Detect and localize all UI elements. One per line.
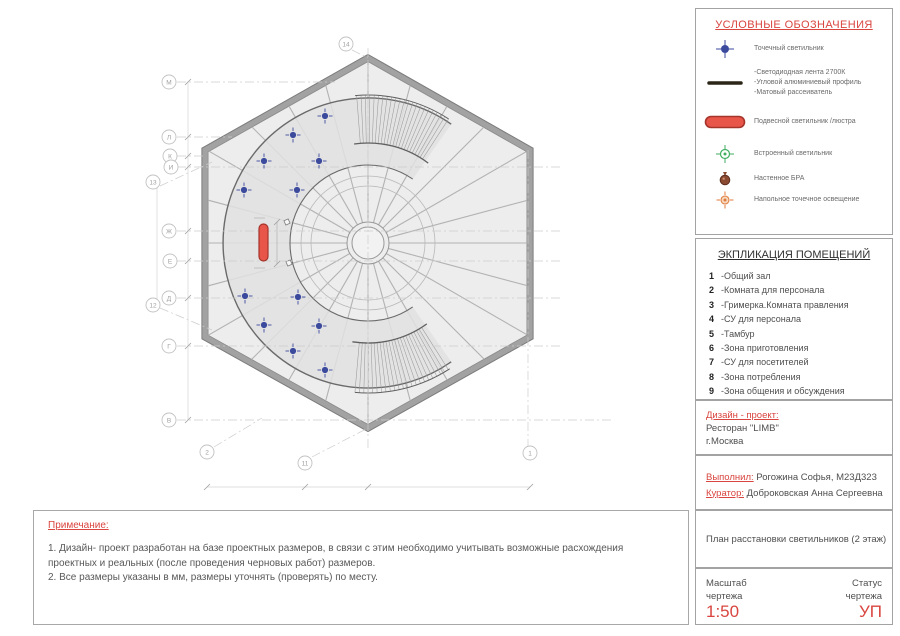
- room-number: 4: [709, 314, 715, 325]
- svg-text:Е: Е: [167, 258, 173, 266]
- led-strip-icon: [696, 79, 754, 87]
- svg-text:2: 2: [205, 449, 209, 457]
- scale-block: [706, 577, 747, 624]
- status-block: [846, 577, 882, 624]
- room-number: 6: [709, 343, 715, 354]
- legend-item-label: -Светодиодная лента 2700К -Угловой алюминиевый профиль -Матовый рассеиватель: [754, 69, 862, 96]
- status-value: УП: [858, 602, 882, 621]
- project-label: Дизайн - проект:: [706, 410, 779, 421]
- legend-item-label: Встроенный светильник: [754, 150, 833, 157]
- author-row: [706, 470, 892, 486]
- explication-panel: [695, 238, 893, 400]
- note-box: [33, 510, 689, 625]
- svg-text:К: К: [168, 153, 172, 161]
- svg-text:Г: Г: [167, 343, 171, 351]
- floor-light-icon: [696, 190, 754, 210]
- svg-text:1: 1: [528, 450, 532, 458]
- grid-marker: [146, 298, 160, 312]
- svg-text:Д: Д: [166, 295, 172, 303]
- svg-text:В: В: [166, 417, 172, 425]
- room-name: -СУ для персонала: [721, 314, 802, 325]
- room-row: [709, 283, 892, 297]
- room-name: -Гримерка.Комната правления: [721, 299, 849, 310]
- project-name: Ресторан "LIMB": [706, 423, 779, 434]
- project-panel: [695, 400, 893, 455]
- room-name: -Зона общения и обсуждения: [721, 386, 845, 397]
- grid-marker: [339, 37, 353, 51]
- svg-text:12: 12: [149, 302, 157, 310]
- legend-panel: [695, 8, 893, 235]
- svg-text:М: М: [166, 79, 172, 87]
- room-name: -Комната для персонала: [721, 285, 825, 296]
- scale-label-2: чертежа: [706, 591, 743, 602]
- room-name: -Зона приготовления: [721, 343, 809, 354]
- legend-item: [696, 39, 892, 59]
- drawing-title-panel: [695, 510, 893, 568]
- grid-marker: [523, 446, 537, 460]
- legend-item-label: Напольное точечное освещение: [754, 196, 860, 203]
- grid-marker: [200, 445, 214, 459]
- svg-text:14: 14: [342, 41, 350, 49]
- grid-marker: [146, 175, 160, 189]
- grid-marker: [163, 254, 177, 268]
- note-line: 1. Дизайн- проект разработан на базе проектных размеров, в связи с этим необходимо учитывать возможные расхождения проектных и реальных (после проведения черновых работ) размеров.: [48, 543, 624, 569]
- room-number: 1: [709, 271, 715, 281]
- legend-item: [696, 191, 892, 209]
- explication-title: ЭКПЛИКАЦИЯ ПОМЕЩЕНИЙ: [717, 249, 871, 261]
- status-label-2: чертежа: [845, 591, 882, 602]
- legend-item: [696, 168, 892, 190]
- grid-marker: [162, 339, 176, 353]
- author-label: Выполнил:: [706, 472, 754, 483]
- legend-item: [696, 145, 892, 163]
- grid-marker: [162, 224, 176, 238]
- room-row: [709, 341, 892, 355]
- room-row: [709, 312, 892, 326]
- curator-label: Куратор:: [706, 487, 744, 499]
- curator-name: Доброковская Анна Сергеевна: [744, 487, 883, 499]
- author-name: Рогожина Софья, М23Д323: [753, 472, 877, 483]
- legend-title: УСЛОВНЫЕ ОБОЗНАЧЕНИЯ: [715, 19, 873, 31]
- legend-item-label: Подвесной светильник /люстра: [754, 118, 856, 125]
- pendant-light-icon: [696, 115, 754, 129]
- project-city: г.Москва: [706, 436, 744, 447]
- grid-marker: [162, 75, 176, 89]
- room-row: [709, 327, 892, 341]
- grid-marker: [162, 413, 176, 427]
- legend-item-label: Точечный светильник: [754, 45, 824, 52]
- room-number: 5: [709, 328, 715, 339]
- point-light-icon: [696, 38, 754, 60]
- room-row: [709, 355, 892, 369]
- room-number: 2: [709, 285, 715, 296]
- grid-marker: [164, 160, 178, 174]
- wall-sconce-icon: [696, 170, 754, 188]
- room-row: [709, 269, 892, 283]
- room-list: [696, 269, 892, 399]
- scale-status-panel: [695, 568, 893, 625]
- recessed-light-icon: [696, 144, 754, 164]
- svg-text:Ж: Ж: [165, 228, 173, 236]
- svg-text:11: 11: [301, 460, 309, 468]
- note-text: [48, 542, 674, 586]
- scale-label-1: Масштаб: [706, 578, 747, 589]
- room-name: -СУ для посетителей: [721, 357, 809, 368]
- drawing-title: План расстановки светильников (2 этаж): [706, 533, 887, 545]
- legend-item: [696, 65, 892, 101]
- room-row: [709, 384, 892, 398]
- svg-text:Л: Л: [166, 134, 172, 142]
- room-number: 7: [709, 357, 715, 368]
- svg-text:13: 13: [149, 179, 157, 187]
- credits-panel: [695, 455, 893, 510]
- scale-value: 1:50: [706, 602, 740, 621]
- room-name: -Тамбур: [721, 328, 755, 339]
- room-number: 3: [709, 299, 715, 310]
- room-number: 9: [709, 386, 715, 397]
- room-row: [709, 370, 892, 384]
- room-number: 8: [709, 371, 715, 382]
- room-name: -Зона потребления: [721, 371, 801, 382]
- legend-item: [696, 111, 892, 133]
- room-name: -Общий зал: [721, 271, 771, 281]
- note-line: 2. Все размеры указаны в мм, размеры уточнять (проверять) по месту.: [48, 572, 378, 583]
- pendant-light-symbol: [259, 224, 268, 261]
- grid-marker: [298, 456, 312, 470]
- legend-item-label: Настенное БРА: [754, 175, 805, 182]
- svg-text:И: И: [168, 164, 174, 172]
- note-title: Примечание:: [48, 520, 109, 531]
- status-label-1: Статус: [851, 578, 882, 589]
- grid-marker: [162, 291, 176, 305]
- curator-row: [706, 486, 892, 502]
- room-row: [709, 298, 892, 312]
- grid-marker: [162, 130, 176, 144]
